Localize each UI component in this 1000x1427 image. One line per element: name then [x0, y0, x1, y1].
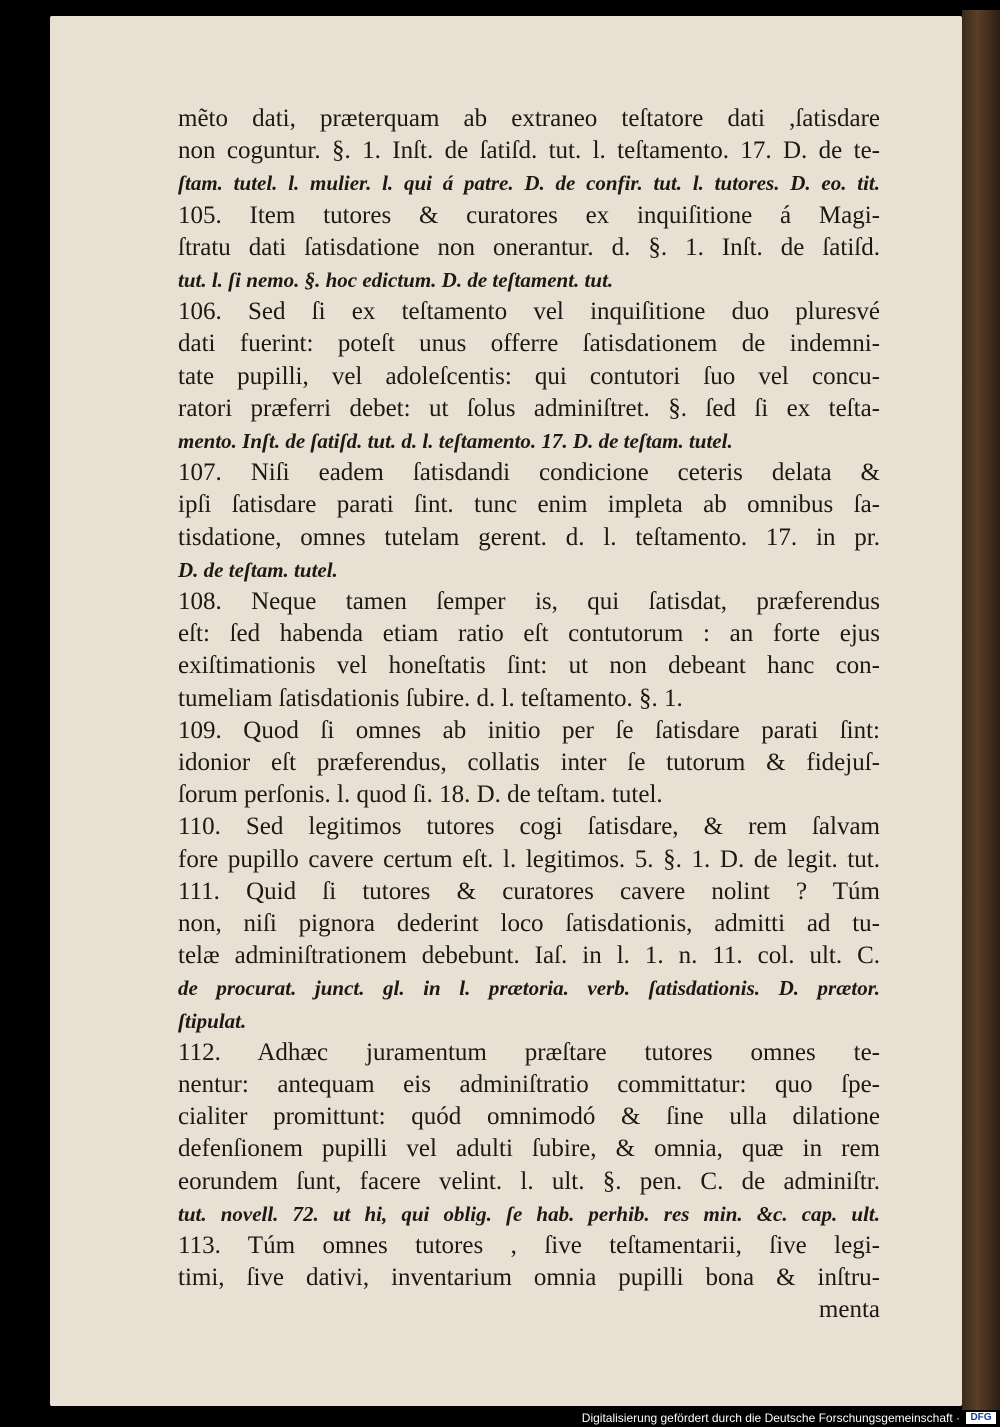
text-line: 108. Neque tamen ſemper is, qui ſatisdat, præferendus [178, 588, 880, 615]
text-line: 107. Niſi eadem ſatisdandi condicione ceteris delata & [178, 459, 880, 486]
text-line: eſt: ſed habenda etiam ratio eſt contutorum : an forte ejus [178, 620, 880, 647]
text-line: ſtratu dati ſatisdatione non onerantur. d. §. 1. Inſt. de ſatiſd. [178, 234, 880, 261]
text-line: 106. Sed ſi ex teſtamento vel inquiſitione duo pluresvé [178, 298, 880, 325]
text-line: exiſtimationis vel honeſtatis ſint: ut non debeant hanc con- [178, 652, 880, 679]
text-line: non coguntur. §. 1. Inſt. de ſatiſd. tut. l. teſtamento. 17. D. de te- [178, 137, 880, 164]
text-line: ipſi ſatisdare parati ſint. tunc enim impleta ab omnibus ſa- [178, 491, 880, 518]
text-line: eorundem ſunt, facere velint. l. ult. §. pen. C. de adminiſtr. [178, 1168, 880, 1195]
text-line: tut. l. ſi nemo. §. hoc edictum. D. de teſtament. tut. [178, 268, 614, 292]
text-line: 112. Adhæc juramentum præſtare tutores omnes te- [178, 1039, 880, 1066]
text-line: timi, ſive dativi, inventarium omnia pupilli bona & inſtru- [178, 1264, 880, 1291]
text-line: tisdatione, omnes tutelam gerent. d. l. teſtamento. 17. in pr. [178, 524, 880, 551]
text-line: tate pupilli, vel adoleſcentis: qui contutori ſuo vel concu- [178, 363, 880, 390]
footer-bar [0, 1410, 1000, 1427]
text-line: fore pupillo cavere certum eſt. l. legitimos. 5. §. 1. D. de legit. tut. [178, 846, 880, 873]
text-line: 105. Item tutores & curatores ex inquiſitione á Magi- [178, 202, 880, 229]
text-line: nentur: antequam eis adminiſtratio committatur: quo ſpe- [178, 1071, 880, 1098]
text-line: D. de teſtam. tutel. [178, 558, 338, 582]
text-line: tumeliam ſatisdationis ſubire. d. l. teſtamento. §. 1. [178, 685, 683, 712]
text-line: 110. Sed legitimos tutores cogi ſatisdare, & rem ſalvam [178, 813, 880, 840]
text-line: tut. novell. 72. ut hi, qui oblig. ſe hab. perhib. res min. &c. cap. ult. [178, 1202, 880, 1226]
text-line: mento. Inſt. de ſatiſd. tut. d. l. teſtamento. 17. D. de teſtam. tutel. [178, 429, 733, 453]
dfg-logo: DFG [966, 1412, 996, 1424]
funding-notice: Digitalisierung gefördert durch die Deutsche Forschungsgemeinschaft · [581, 1411, 960, 1425]
text-line: de procurat. junct. gl. in l. prætoria. verb. ſatisdationis. D. prætor. [178, 976, 880, 1000]
text-line: ſtipulat. [178, 1009, 247, 1033]
text-line: menta [818, 1296, 880, 1323]
text-line: 109. Quod ſi omnes ab initio per ſe ſatisdare parati ſint: [178, 717, 880, 744]
text-line: 111. Quid ſi tutores & curatores cavere nolint ? Túm [178, 878, 880, 905]
text-line: 113. Túm omnes tutores , ſive teſtamentarii, ſive legi- [178, 1232, 880, 1259]
text-line: ſorum perſonis. l. quod ſi. 18. D. de teſtam. tutel. [178, 781, 663, 808]
text-line: dati fuerint: poteſt unus offerre ſatisdationem de indemni- [178, 330, 880, 357]
book-spine-edge [962, 10, 1000, 1410]
text-line: cialiter promittunt: quód omnimodó & ſine ulla dilatione [178, 1103, 880, 1130]
text-line: ſtam. tutel. l. mulier. l. qui á patre. D. de confir. tut. l. tutores. D. eo. tit. [178, 171, 880, 195]
text-line: non, niſi pignora dederint loco ſatisdationis, admitti ad tu- [178, 910, 880, 937]
text-line: mẽto dati, præterquam ab extraneo teſtatore dati ,ſatisdare [178, 105, 880, 132]
text-line: ratori præferri debet: ut ſolus adminiſtret. §. ſed ſi ex teſta- [178, 395, 880, 422]
text-line: telæ adminiſtrationem debebunt. Iaſ. in l. 1. n. 11. col. ult. C. [178, 942, 880, 969]
text-line: defenſionem pupilli vel adulti ſubire, & omnia, quæ in rem [178, 1135, 880, 1162]
text-line: idonior eſt præferendus, collatis inter ſe tutorum & fidejuſ- [178, 749, 880, 776]
